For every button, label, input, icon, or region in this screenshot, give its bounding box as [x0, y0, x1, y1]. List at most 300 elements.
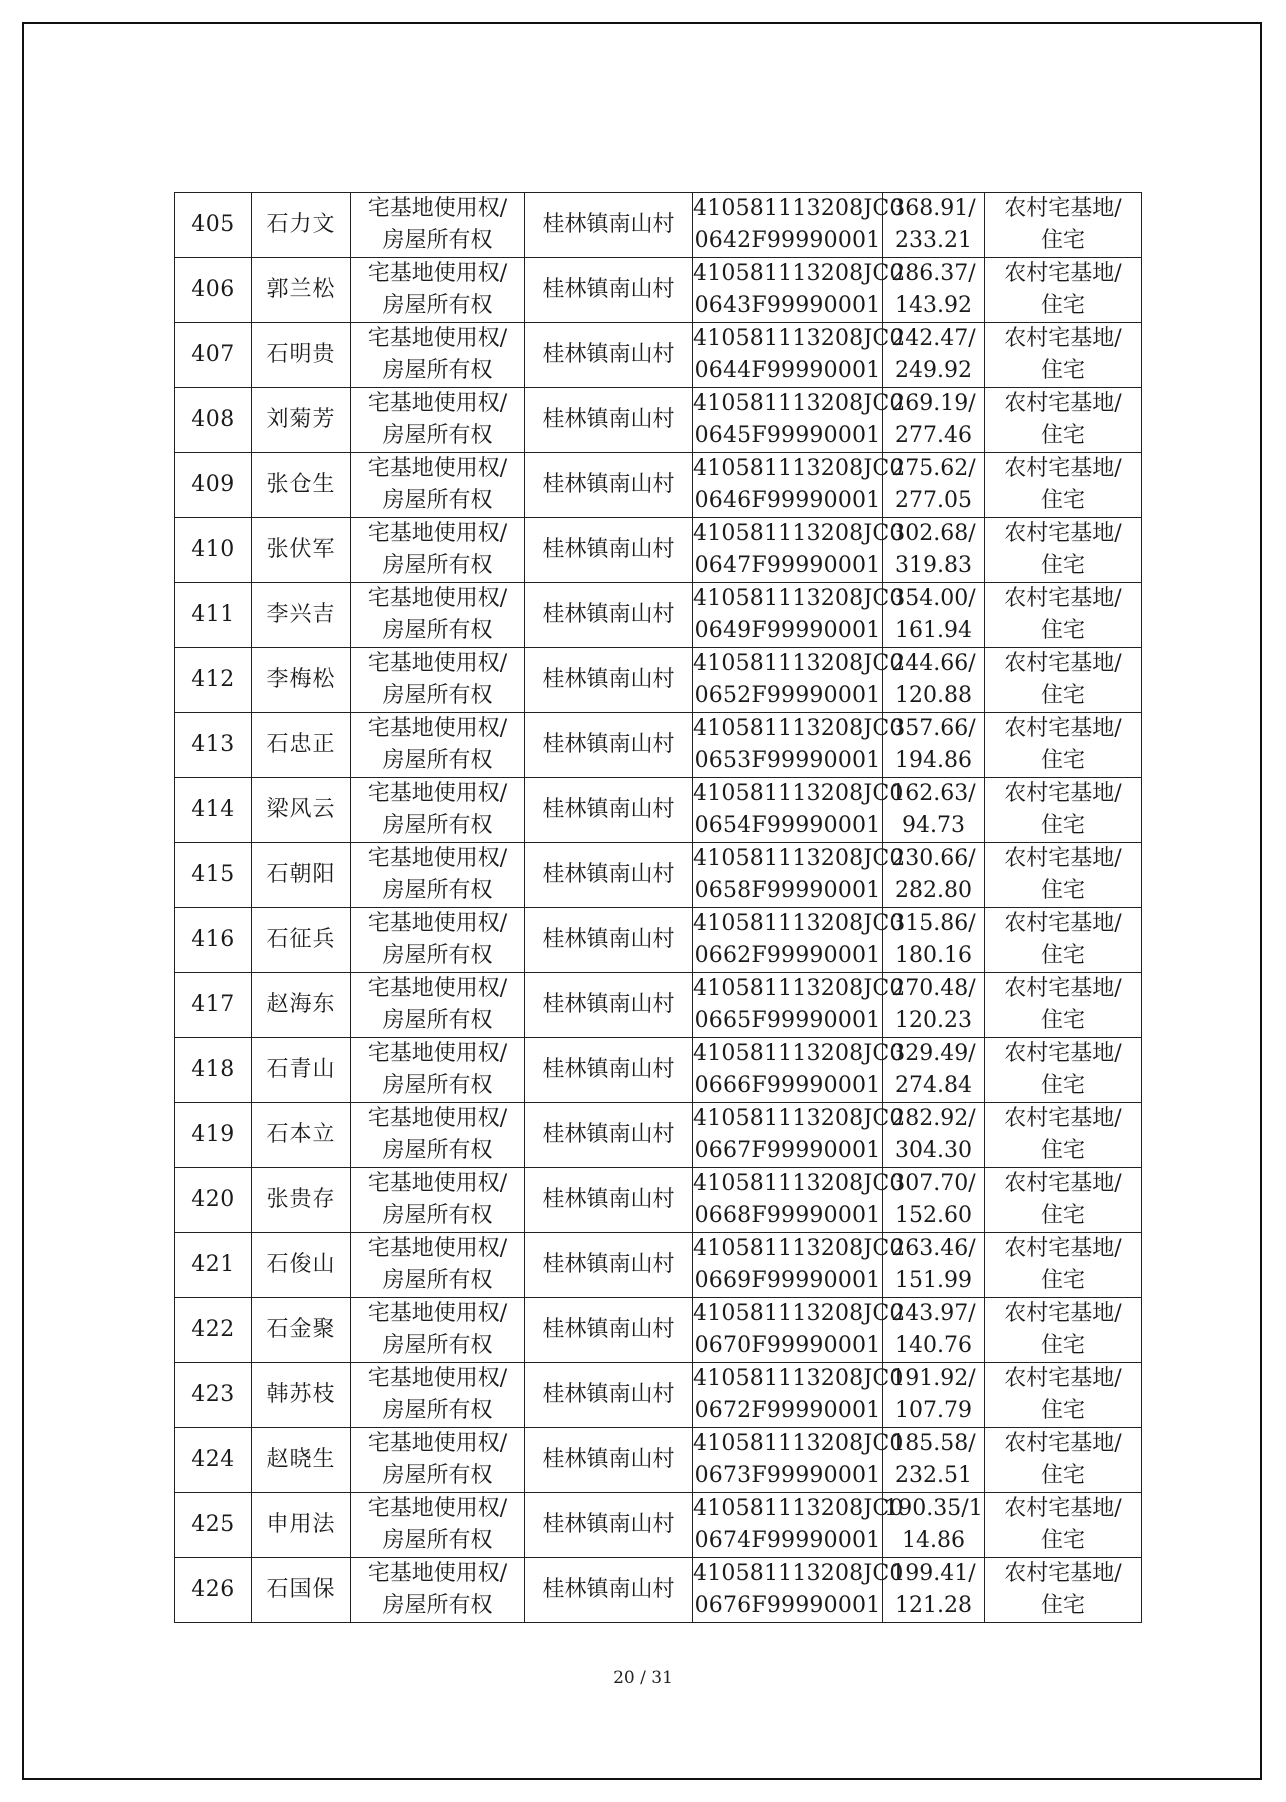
- seq-number-cell: 406: [175, 258, 252, 323]
- land-use-cell: [985, 973, 1142, 1038]
- area-cell-line-2: 180.16: [895, 943, 972, 968]
- table-row: [175, 1493, 1142, 1558]
- right-type-cell-line-2: 房屋所有权: [382, 1398, 493, 1423]
- land-use-cell-line-1: 农村宅基地/: [1004, 1171, 1122, 1196]
- land-use-cell: [985, 518, 1142, 583]
- right-type-cell: [351, 843, 525, 908]
- owner-name-cell: 韩苏枝: [252, 1363, 351, 1428]
- area-cell-line-1: 190.35/1: [884, 1496, 983, 1521]
- seq-number-cell: 424: [175, 1428, 252, 1493]
- owner-name-cell: 石力文: [252, 193, 351, 258]
- table-row: [175, 908, 1142, 973]
- table-row: [175, 973, 1142, 1038]
- land-use-cell-line-1: 农村宅基地/: [1004, 911, 1122, 936]
- area-cell: [883, 258, 985, 323]
- right-type-cell: [351, 1103, 525, 1168]
- right-type-cell-line-2: 房屋所有权: [382, 683, 493, 708]
- land-use-cell-line-2: 住宅: [1040, 1528, 1085, 1553]
- land-use-cell: [985, 1363, 1142, 1428]
- unit-code-cell-line-1: 410581113208JC0: [693, 1301, 904, 1326]
- unit-code-cell: [693, 973, 904, 1038]
- area-cell-line-2: 232.51: [895, 1463, 972, 1488]
- seq-number-cell: 405: [175, 193, 252, 258]
- right-type-cell-line-1: 宅基地使用权/: [367, 456, 508, 481]
- area-cell-line-2: 277.05: [895, 488, 972, 513]
- land-use-cell: [985, 713, 1142, 778]
- unit-code-cell-line-1: 410581113208JC0: [693, 391, 904, 416]
- unit-code-cell-line-2: 0672F99990001: [694, 1398, 881, 1423]
- unit-code-cell-line-1: 410581113208JC0: [693, 976, 904, 1001]
- right-type-cell-line-2: 房屋所有权: [382, 1593, 493, 1618]
- area-cell-line-1: 270.48/: [891, 976, 976, 1001]
- table-row: [175, 1428, 1142, 1493]
- table-row: [175, 1168, 1142, 1233]
- right-type-cell-line-1: 宅基地使用权/: [367, 1301, 508, 1326]
- right-type-cell-line-1: 宅基地使用权/: [367, 1366, 508, 1391]
- unit-code-cell-line-1: 410581113208JC0: [693, 586, 904, 611]
- right-type-cell-line-2: 房屋所有权: [382, 488, 493, 513]
- right-type-cell-line-1: 宅基地使用权/: [367, 1431, 508, 1456]
- unit-code-cell-line-1: 410581113208JC0: [693, 651, 904, 676]
- area-cell-line-2: 304.30: [895, 1138, 972, 1163]
- owner-name-cell: 石青山: [252, 1038, 351, 1103]
- unit-code-cell-line-1: 410581113208JC0: [693, 1496, 904, 1521]
- seq-number-cell: 417: [175, 973, 252, 1038]
- right-type-cell-line-2: 房屋所有权: [382, 1333, 493, 1358]
- unit-code-cell: [693, 648, 904, 713]
- right-type-cell-line-2: 房屋所有权: [382, 228, 493, 253]
- right-type-cell-line-1: 宅基地使用权/: [367, 326, 508, 351]
- area-cell-line-1: 162.63/: [891, 781, 976, 806]
- area-cell-line-2: 140.76: [895, 1333, 972, 1358]
- land-use-cell-line-1: 农村宅基地/: [1004, 781, 1122, 806]
- page-number: 20 / 31: [613, 1668, 673, 1688]
- area-cell: [883, 1428, 985, 1493]
- land-use-cell-line-2: 住宅: [1040, 488, 1085, 513]
- unit-code-cell-line-2: 0667F99990001: [694, 1138, 881, 1163]
- right-type-cell-line-1: 宅基地使用权/: [367, 716, 508, 741]
- right-type-cell: [351, 1298, 525, 1363]
- seq-number-cell: 416: [175, 908, 252, 973]
- area-cell-line-2: 161.94: [895, 618, 972, 643]
- table-row: [175, 1363, 1142, 1428]
- right-type-cell: [351, 1038, 525, 1103]
- area-cell-line-2: 121.28: [895, 1593, 972, 1618]
- right-type-cell-line-1: 宅基地使用权/: [367, 391, 508, 416]
- area-cell-line-2: 143.92: [895, 293, 972, 318]
- area-cell: [883, 323, 985, 388]
- location-cell: 桂林镇南山村: [525, 1493, 693, 1558]
- right-type-cell-line-1: 宅基地使用权/: [367, 261, 508, 286]
- right-type-cell-line-2: 房屋所有权: [382, 1073, 493, 1098]
- unit-code-cell-line-1: 410581113208JC0: [693, 1236, 904, 1261]
- land-use-cell-line-2: 住宅: [1040, 1593, 1085, 1618]
- registration-records-table: [174, 192, 1142, 1623]
- unit-code-cell-line-2: 0676F99990001: [694, 1593, 881, 1618]
- land-use-cell: [985, 323, 1142, 388]
- land-use-cell: [985, 388, 1142, 453]
- area-cell-line-2: 14.86: [902, 1528, 965, 1553]
- seq-number-cell: 425: [175, 1493, 252, 1558]
- area-cell-line-1: 242.47/: [891, 326, 976, 351]
- area-cell: [883, 388, 985, 453]
- land-use-cell-line-2: 住宅: [1040, 1203, 1085, 1228]
- unit-code-cell-line-1: 410581113208JC0: [693, 196, 904, 221]
- table-row: [175, 1233, 1142, 1298]
- unit-code-cell-line-2: 0643F99990001: [694, 293, 881, 318]
- area-cell-line-1: 286.37/: [891, 261, 976, 286]
- right-type-cell: [351, 583, 525, 648]
- land-use-cell-line-2: 住宅: [1040, 1398, 1085, 1423]
- land-use-cell-line-2: 住宅: [1040, 1333, 1085, 1358]
- area-cell-line-1: 244.66/: [891, 651, 976, 676]
- unit-code-cell-line-2: 0666F99990001: [694, 1073, 881, 1098]
- area-cell-line-1: 368.91/: [891, 196, 976, 221]
- area-cell: [883, 1103, 985, 1168]
- right-type-cell-line-2: 房屋所有权: [382, 1463, 493, 1488]
- area-cell-line-1: 230.66/: [891, 846, 976, 871]
- location-cell: 桂林镇南山村: [525, 778, 693, 843]
- table-row: [175, 323, 1142, 388]
- location-cell: 桂林镇南山村: [525, 193, 693, 258]
- land-use-cell-line-2: 住宅: [1040, 553, 1085, 578]
- land-use-cell: [985, 1558, 1142, 1623]
- area-cell-line-1: 354.00/: [891, 586, 976, 611]
- right-type-cell: [351, 1168, 525, 1233]
- area-cell-line-2: 194.86: [895, 748, 972, 773]
- area-cell-line-1: 275.62/: [891, 456, 976, 481]
- unit-code-cell-line-2: 0652F99990001: [694, 683, 881, 708]
- area-cell: [883, 1298, 985, 1363]
- land-use-cell-line-2: 住宅: [1040, 813, 1085, 838]
- owner-name-cell: 李兴吉: [252, 583, 351, 648]
- right-type-cell-line-2: 房屋所有权: [382, 358, 493, 383]
- area-cell-line-2: 151.99: [895, 1268, 972, 1293]
- unit-code-cell: [693, 323, 904, 388]
- owner-name-cell: 梁风云: [252, 778, 351, 843]
- area-cell-line-2: 94.73: [902, 813, 965, 838]
- area-cell: [883, 518, 985, 583]
- land-use-cell-line-2: 住宅: [1040, 423, 1085, 448]
- unit-code-cell-line-2: 0645F99990001: [694, 423, 881, 448]
- land-use-cell-line-1: 农村宅基地/: [1004, 651, 1122, 676]
- area-cell-line-1: 269.19/: [891, 391, 976, 416]
- land-use-cell: [985, 843, 1142, 908]
- area-cell-line-1: 357.66/: [891, 716, 976, 741]
- seq-number-cell: 407: [175, 323, 252, 388]
- seq-number-cell: 408: [175, 388, 252, 453]
- land-use-cell-line-1: 农村宅基地/: [1004, 1041, 1122, 1066]
- unit-code-cell-line-2: 0665F99990001: [694, 1008, 881, 1033]
- unit-code-cell-line-2: 0668F99990001: [694, 1203, 881, 1228]
- right-type-cell: [351, 258, 525, 323]
- land-use-cell-line-1: 农村宅基地/: [1004, 521, 1122, 546]
- area-cell-line-1: 191.92/: [891, 1366, 976, 1391]
- land-use-cell-line-1: 农村宅基地/: [1004, 1301, 1122, 1326]
- owner-name-cell: 石征兵: [252, 908, 351, 973]
- land-use-cell-line-2: 住宅: [1040, 1463, 1085, 1488]
- land-use-cell-line-2: 住宅: [1040, 228, 1085, 253]
- right-type-cell: [351, 713, 525, 778]
- unit-code-cell-line-2: 0674F99990001: [694, 1528, 881, 1553]
- right-type-cell-line-2: 房屋所有权: [382, 293, 493, 318]
- unit-code-cell-line-1: 410581113208JC0: [693, 1431, 904, 1456]
- right-type-cell-line-1: 宅基地使用权/: [367, 196, 508, 221]
- area-cell: [883, 908, 985, 973]
- area-cell: [883, 648, 985, 713]
- unit-code-cell-line-1: 410581113208JC0: [693, 261, 904, 286]
- right-type-cell-line-2: 房屋所有权: [382, 748, 493, 773]
- right-type-cell-line-2: 房屋所有权: [382, 1268, 493, 1293]
- unit-code-cell-line-2: 0669F99990001: [694, 1268, 881, 1293]
- land-use-cell-line-1: 农村宅基地/: [1004, 1366, 1122, 1391]
- right-type-cell-line-1: 宅基地使用权/: [367, 651, 508, 676]
- area-cell: [883, 1493, 985, 1558]
- area-cell-line-2: 233.21: [895, 228, 972, 253]
- owner-name-cell: 石明贵: [252, 323, 351, 388]
- area-cell: [883, 1038, 985, 1103]
- table-row: [175, 388, 1142, 453]
- unit-code-cell: [693, 1233, 904, 1298]
- unit-code-cell-line-1: 410581113208JC0: [693, 846, 904, 871]
- owner-name-cell: 刘菊芳: [252, 388, 351, 453]
- land-use-cell-line-1: 农村宅基地/: [1004, 1561, 1122, 1586]
- location-cell: 桂林镇南山村: [525, 1168, 693, 1233]
- area-cell: [883, 843, 985, 908]
- area-cell: [883, 193, 985, 258]
- area-cell: [883, 1363, 985, 1428]
- unit-code-cell: [693, 713, 904, 778]
- land-use-cell: [985, 1428, 1142, 1493]
- right-type-cell-line-2: 房屋所有权: [382, 1138, 493, 1163]
- area-cell-line-1: 315.86/: [891, 911, 976, 936]
- location-cell: 桂林镇南山村: [525, 843, 693, 908]
- unit-code-cell-line-1: 410581113208JC0: [693, 456, 904, 481]
- unit-code-cell-line-2: 0670F99990001: [694, 1333, 881, 1358]
- area-cell-line-2: 319.83: [895, 553, 972, 578]
- right-type-cell: [351, 1493, 525, 1558]
- location-cell: 桂林镇南山村: [525, 258, 693, 323]
- land-use-cell: [985, 1103, 1142, 1168]
- seq-number-cell: 410: [175, 518, 252, 583]
- right-type-cell: [351, 323, 525, 388]
- unit-code-cell: [693, 388, 904, 453]
- right-type-cell-line-1: 宅基地使用权/: [367, 1496, 508, 1521]
- unit-code-cell-line-2: 0673F99990001: [694, 1463, 881, 1488]
- area-cell-line-2: 120.88: [895, 683, 972, 708]
- land-use-cell-line-1: 农村宅基地/: [1004, 326, 1122, 351]
- owner-name-cell: 张伏军: [252, 518, 351, 583]
- right-type-cell-line-2: 房屋所有权: [382, 1203, 493, 1228]
- land-use-cell-line-2: 住宅: [1040, 1073, 1085, 1098]
- unit-code-cell: [693, 258, 904, 323]
- unit-code-cell-line-1: 410581113208JC0: [693, 911, 904, 936]
- unit-code-cell-line-2: 0649F99990001: [694, 618, 881, 643]
- unit-code-cell-line-2: 0646F99990001: [694, 488, 881, 513]
- owner-name-cell: 石俊山: [252, 1233, 351, 1298]
- table-row: [175, 778, 1142, 843]
- table-row: [175, 518, 1142, 583]
- unit-code-cell: [693, 908, 904, 973]
- right-type-cell-line-1: 宅基地使用权/: [367, 1561, 508, 1586]
- land-use-cell-line-1: 农村宅基地/: [1004, 391, 1122, 416]
- unit-code-cell: [693, 583, 904, 648]
- land-use-cell-line-1: 农村宅基地/: [1004, 196, 1122, 221]
- land-use-cell-line-2: 住宅: [1040, 1008, 1085, 1033]
- seq-number-cell: 421: [175, 1233, 252, 1298]
- land-use-cell: [985, 648, 1142, 713]
- owner-name-cell: 赵晓生: [252, 1428, 351, 1493]
- seq-number-cell: 418: [175, 1038, 252, 1103]
- area-cell-line-2: 277.46: [895, 423, 972, 448]
- location-cell: 桂林镇南山村: [525, 1038, 693, 1103]
- land-use-cell: [985, 1038, 1142, 1103]
- seq-number-cell: 423: [175, 1363, 252, 1428]
- area-cell-line-1: 282.92/: [891, 1106, 976, 1131]
- table-row: [175, 583, 1142, 648]
- unit-code-cell-line-1: 410581113208JC0: [693, 521, 904, 546]
- table-row: [175, 713, 1142, 778]
- right-type-cell-line-1: 宅基地使用权/: [367, 1041, 508, 1066]
- right-type-cell: [351, 973, 525, 1038]
- owner-name-cell: 石忠正: [252, 713, 351, 778]
- right-type-cell-line-1: 宅基地使用权/: [367, 1171, 508, 1196]
- unit-code-cell-line-1: 410581113208JC0: [693, 781, 904, 806]
- right-type-cell: [351, 193, 525, 258]
- unit-code-cell-line-2: 0644F99990001: [694, 358, 881, 383]
- land-use-cell-line-1: 农村宅基地/: [1004, 1236, 1122, 1261]
- unit-code-cell: [693, 778, 904, 843]
- land-use-cell: [985, 258, 1142, 323]
- unit-code-cell: [693, 1298, 904, 1363]
- unit-code-cell: [693, 1493, 904, 1558]
- area-cell-line-2: 107.79: [895, 1398, 972, 1423]
- right-type-cell: [351, 778, 525, 843]
- location-cell: 桂林镇南山村: [525, 1233, 693, 1298]
- unit-code-cell: [693, 518, 904, 583]
- seq-number-cell: 415: [175, 843, 252, 908]
- area-cell-line-1: 307.70/: [891, 1171, 976, 1196]
- location-cell: 桂林镇南山村: [525, 1558, 693, 1623]
- area-cell-line-2: 282.80: [895, 878, 972, 903]
- seq-number-cell: 412: [175, 648, 252, 713]
- right-type-cell-line-2: 房屋所有权: [382, 813, 493, 838]
- right-type-cell-line-1: 宅基地使用权/: [367, 846, 508, 871]
- table-row: [175, 648, 1142, 713]
- area-cell-line-1: 243.97/: [891, 1301, 976, 1326]
- unit-code-cell-line-2: 0654F99990001: [694, 813, 881, 838]
- seq-number-cell: 419: [175, 1103, 252, 1168]
- right-type-cell-line-2: 房屋所有权: [382, 1528, 493, 1553]
- land-use-cell-line-2: 住宅: [1040, 748, 1085, 773]
- land-use-cell: [985, 1168, 1142, 1233]
- right-type-cell: [351, 388, 525, 453]
- land-use-cell-line-1: 农村宅基地/: [1004, 1106, 1122, 1131]
- land-use-cell: [985, 778, 1142, 843]
- right-type-cell-line-1: 宅基地使用权/: [367, 586, 508, 611]
- area-cell: [883, 1233, 985, 1298]
- owner-name-cell: 申用法: [252, 1493, 351, 1558]
- area-cell: [883, 583, 985, 648]
- seq-number-cell: 409: [175, 453, 252, 518]
- unit-code-cell: [693, 1038, 904, 1103]
- location-cell: 桂林镇南山村: [525, 1363, 693, 1428]
- table-row: [175, 843, 1142, 908]
- right-type-cell: [351, 1363, 525, 1428]
- location-cell: 桂林镇南山村: [525, 973, 693, 1038]
- location-cell: 桂林镇南山村: [525, 1103, 693, 1168]
- land-use-cell: [985, 1233, 1142, 1298]
- area-cell-line-2: 152.60: [895, 1203, 972, 1228]
- location-cell: 桂林镇南山村: [525, 388, 693, 453]
- land-use-cell: [985, 1493, 1142, 1558]
- table-row: [175, 1038, 1142, 1103]
- seq-number-cell: 420: [175, 1168, 252, 1233]
- area-cell-line-1: 263.46/: [891, 1236, 976, 1261]
- area-cell: [883, 778, 985, 843]
- area-cell: [883, 1168, 985, 1233]
- unit-code-cell-line-1: 410581113208JC0: [693, 1106, 904, 1131]
- land-use-cell-line-1: 农村宅基地/: [1004, 261, 1122, 286]
- land-use-cell: [985, 453, 1142, 518]
- unit-code-cell: [693, 193, 904, 258]
- owner-name-cell: 李梅松: [252, 648, 351, 713]
- table-row: [175, 1103, 1142, 1168]
- unit-code-cell: [693, 453, 904, 518]
- seq-number-cell: 411: [175, 583, 252, 648]
- owner-name-cell: 石朝阳: [252, 843, 351, 908]
- right-type-cell-line-1: 宅基地使用权/: [367, 1236, 508, 1261]
- area-cell-line-1: 302.68/: [891, 521, 976, 546]
- land-use-cell: [985, 908, 1142, 973]
- unit-code-cell: [693, 1428, 904, 1493]
- right-type-cell-line-2: 房屋所有权: [382, 553, 493, 578]
- land-use-cell-line-1: 农村宅基地/: [1004, 976, 1122, 1001]
- unit-code-cell-line-1: 410581113208JC0: [693, 1366, 904, 1391]
- location-cell: 桂林镇南山村: [525, 908, 693, 973]
- seq-number-cell: 414: [175, 778, 252, 843]
- right-type-cell-line-2: 房屋所有权: [382, 618, 493, 643]
- unit-code-cell-line-1: 410581113208JC0: [693, 1171, 904, 1196]
- land-use-cell-line-1: 农村宅基地/: [1004, 1496, 1122, 1521]
- right-type-cell-line-1: 宅基地使用权/: [367, 976, 508, 1001]
- table-row: [175, 193, 1142, 258]
- unit-code-cell-line-1: 410581113208JC0: [693, 1041, 904, 1066]
- unit-code-cell-line-2: 0662F99990001: [694, 943, 881, 968]
- land-use-cell-line-2: 住宅: [1040, 683, 1085, 708]
- unit-code-cell: [693, 1558, 904, 1623]
- area-cell-line-2: 120.23: [895, 1008, 972, 1033]
- owner-name-cell: 石金聚: [252, 1298, 351, 1363]
- right-type-cell-line-1: 宅基地使用权/: [367, 1106, 508, 1131]
- location-cell: 桂林镇南山村: [525, 648, 693, 713]
- owner-name-cell: 张贵存: [252, 1168, 351, 1233]
- unit-code-cell-line-2: 0653F99990001: [694, 748, 881, 773]
- right-type-cell-line-2: 房屋所有权: [382, 423, 493, 448]
- land-use-cell-line-1: 农村宅基地/: [1004, 846, 1122, 871]
- unit-code-cell-line-1: 410581113208JC0: [693, 1561, 904, 1586]
- owner-name-cell: 石本立: [252, 1103, 351, 1168]
- unit-code-cell-line-2: 0642F99990001: [694, 228, 881, 253]
- land-use-cell: [985, 1298, 1142, 1363]
- right-type-cell: [351, 1558, 525, 1623]
- land-use-cell-line-2: 住宅: [1040, 358, 1085, 383]
- owner-name-cell: 石国保: [252, 1558, 351, 1623]
- table-body: [175, 193, 1142, 1623]
- location-cell: 桂林镇南山村: [525, 1428, 693, 1493]
- land-use-cell-line-2: 住宅: [1040, 293, 1085, 318]
- land-use-cell-line-1: 农村宅基地/: [1004, 586, 1122, 611]
